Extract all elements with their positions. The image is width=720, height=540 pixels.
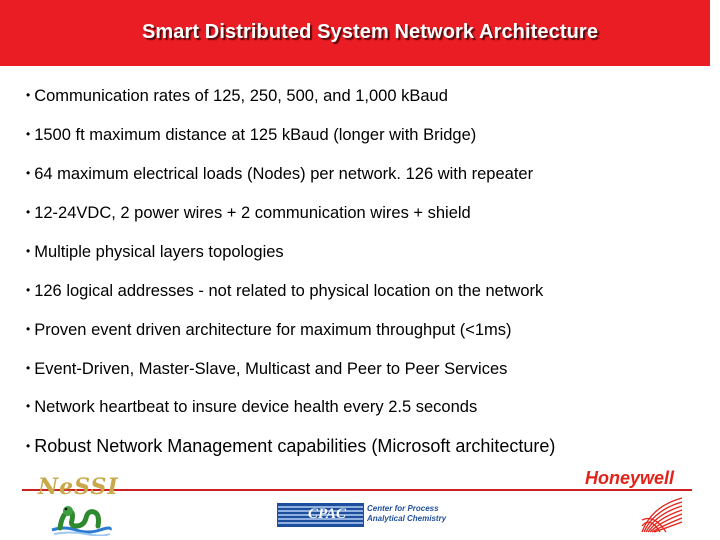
bullet-text: Event-Driven, Master-Slave, Multicast and Peer to Peer Services bbox=[34, 360, 508, 378]
nessi-logo: NeSSI bbox=[38, 474, 119, 500]
bullet-item bbox=[26, 360, 507, 379]
bullet-text: 126 logical addresses - not related to physical location on the network bbox=[34, 282, 544, 300]
title-bar bbox=[0, 0, 720, 66]
bullet-dot: • bbox=[26, 88, 31, 102]
page-title: Smart Distributed System Network Architecture bbox=[141, 21, 599, 43]
bullet-text: Robust Network Management capabilities (Microsoft architecture) bbox=[34, 436, 556, 456]
cpac-logo-text: CPAC bbox=[308, 506, 347, 522]
bullet-item bbox=[26, 165, 533, 184]
bullet-item bbox=[26, 243, 284, 262]
bullet-dot: • bbox=[26, 361, 31, 375]
honeywell-emblem-icon bbox=[640, 496, 684, 534]
cpac-logo-box bbox=[277, 503, 364, 527]
bullet-text: Proven event driven architecture for maximum throughput (<1ms) bbox=[34, 321, 512, 339]
bullet-text: Multiple physical layers topologies bbox=[34, 243, 284, 261]
cpac-subtitle-line2: Analytical Chemistry bbox=[367, 514, 447, 523]
bullet-dot: • bbox=[26, 399, 31, 413]
bullet-text: 1500 ft maximum distance at 125 kBaud (longer with Bridge) bbox=[34, 126, 477, 144]
bullet-text: 12-24VDC, 2 power wires + 2 communication wires + shield bbox=[34, 204, 471, 222]
bullet-item bbox=[26, 436, 555, 457]
bullet-item bbox=[26, 282, 543, 301]
footer-divider bbox=[22, 489, 692, 491]
bullet-dot: • bbox=[26, 244, 31, 258]
title-bar-edge bbox=[710, 0, 720, 66]
honeywell-logo: Honeywell bbox=[585, 468, 675, 488]
cpac-logo-subtitle bbox=[367, 504, 446, 524]
bullet-text: 64 maximum electrical loads (Nodes) per network. 126 with repeater bbox=[34, 165, 534, 183]
bullet-item bbox=[26, 126, 476, 145]
bullet-item bbox=[26, 398, 477, 417]
cpac-subtitle-line1: Center for Process bbox=[367, 504, 439, 513]
cpac-logo bbox=[277, 503, 445, 525]
bullet-dot: • bbox=[26, 439, 31, 453]
bullet-text: Communication rates of 125, 250, 500, and 1,000 kBaud bbox=[34, 87, 448, 105]
bullet-item bbox=[26, 204, 471, 223]
bullet-item bbox=[26, 321, 512, 340]
bullet-text: Network heartbeat to insure device health every 2.5 seconds bbox=[34, 398, 478, 416]
bullet-item bbox=[26, 87, 448, 106]
bullet-dot: • bbox=[26, 322, 31, 336]
bullet-dot: • bbox=[26, 205, 31, 219]
bullet-dot: • bbox=[26, 166, 31, 180]
bullet-dot: • bbox=[26, 127, 31, 141]
nessie-mascot-icon bbox=[50, 500, 112, 536]
bullet-dot: • bbox=[26, 283, 31, 297]
